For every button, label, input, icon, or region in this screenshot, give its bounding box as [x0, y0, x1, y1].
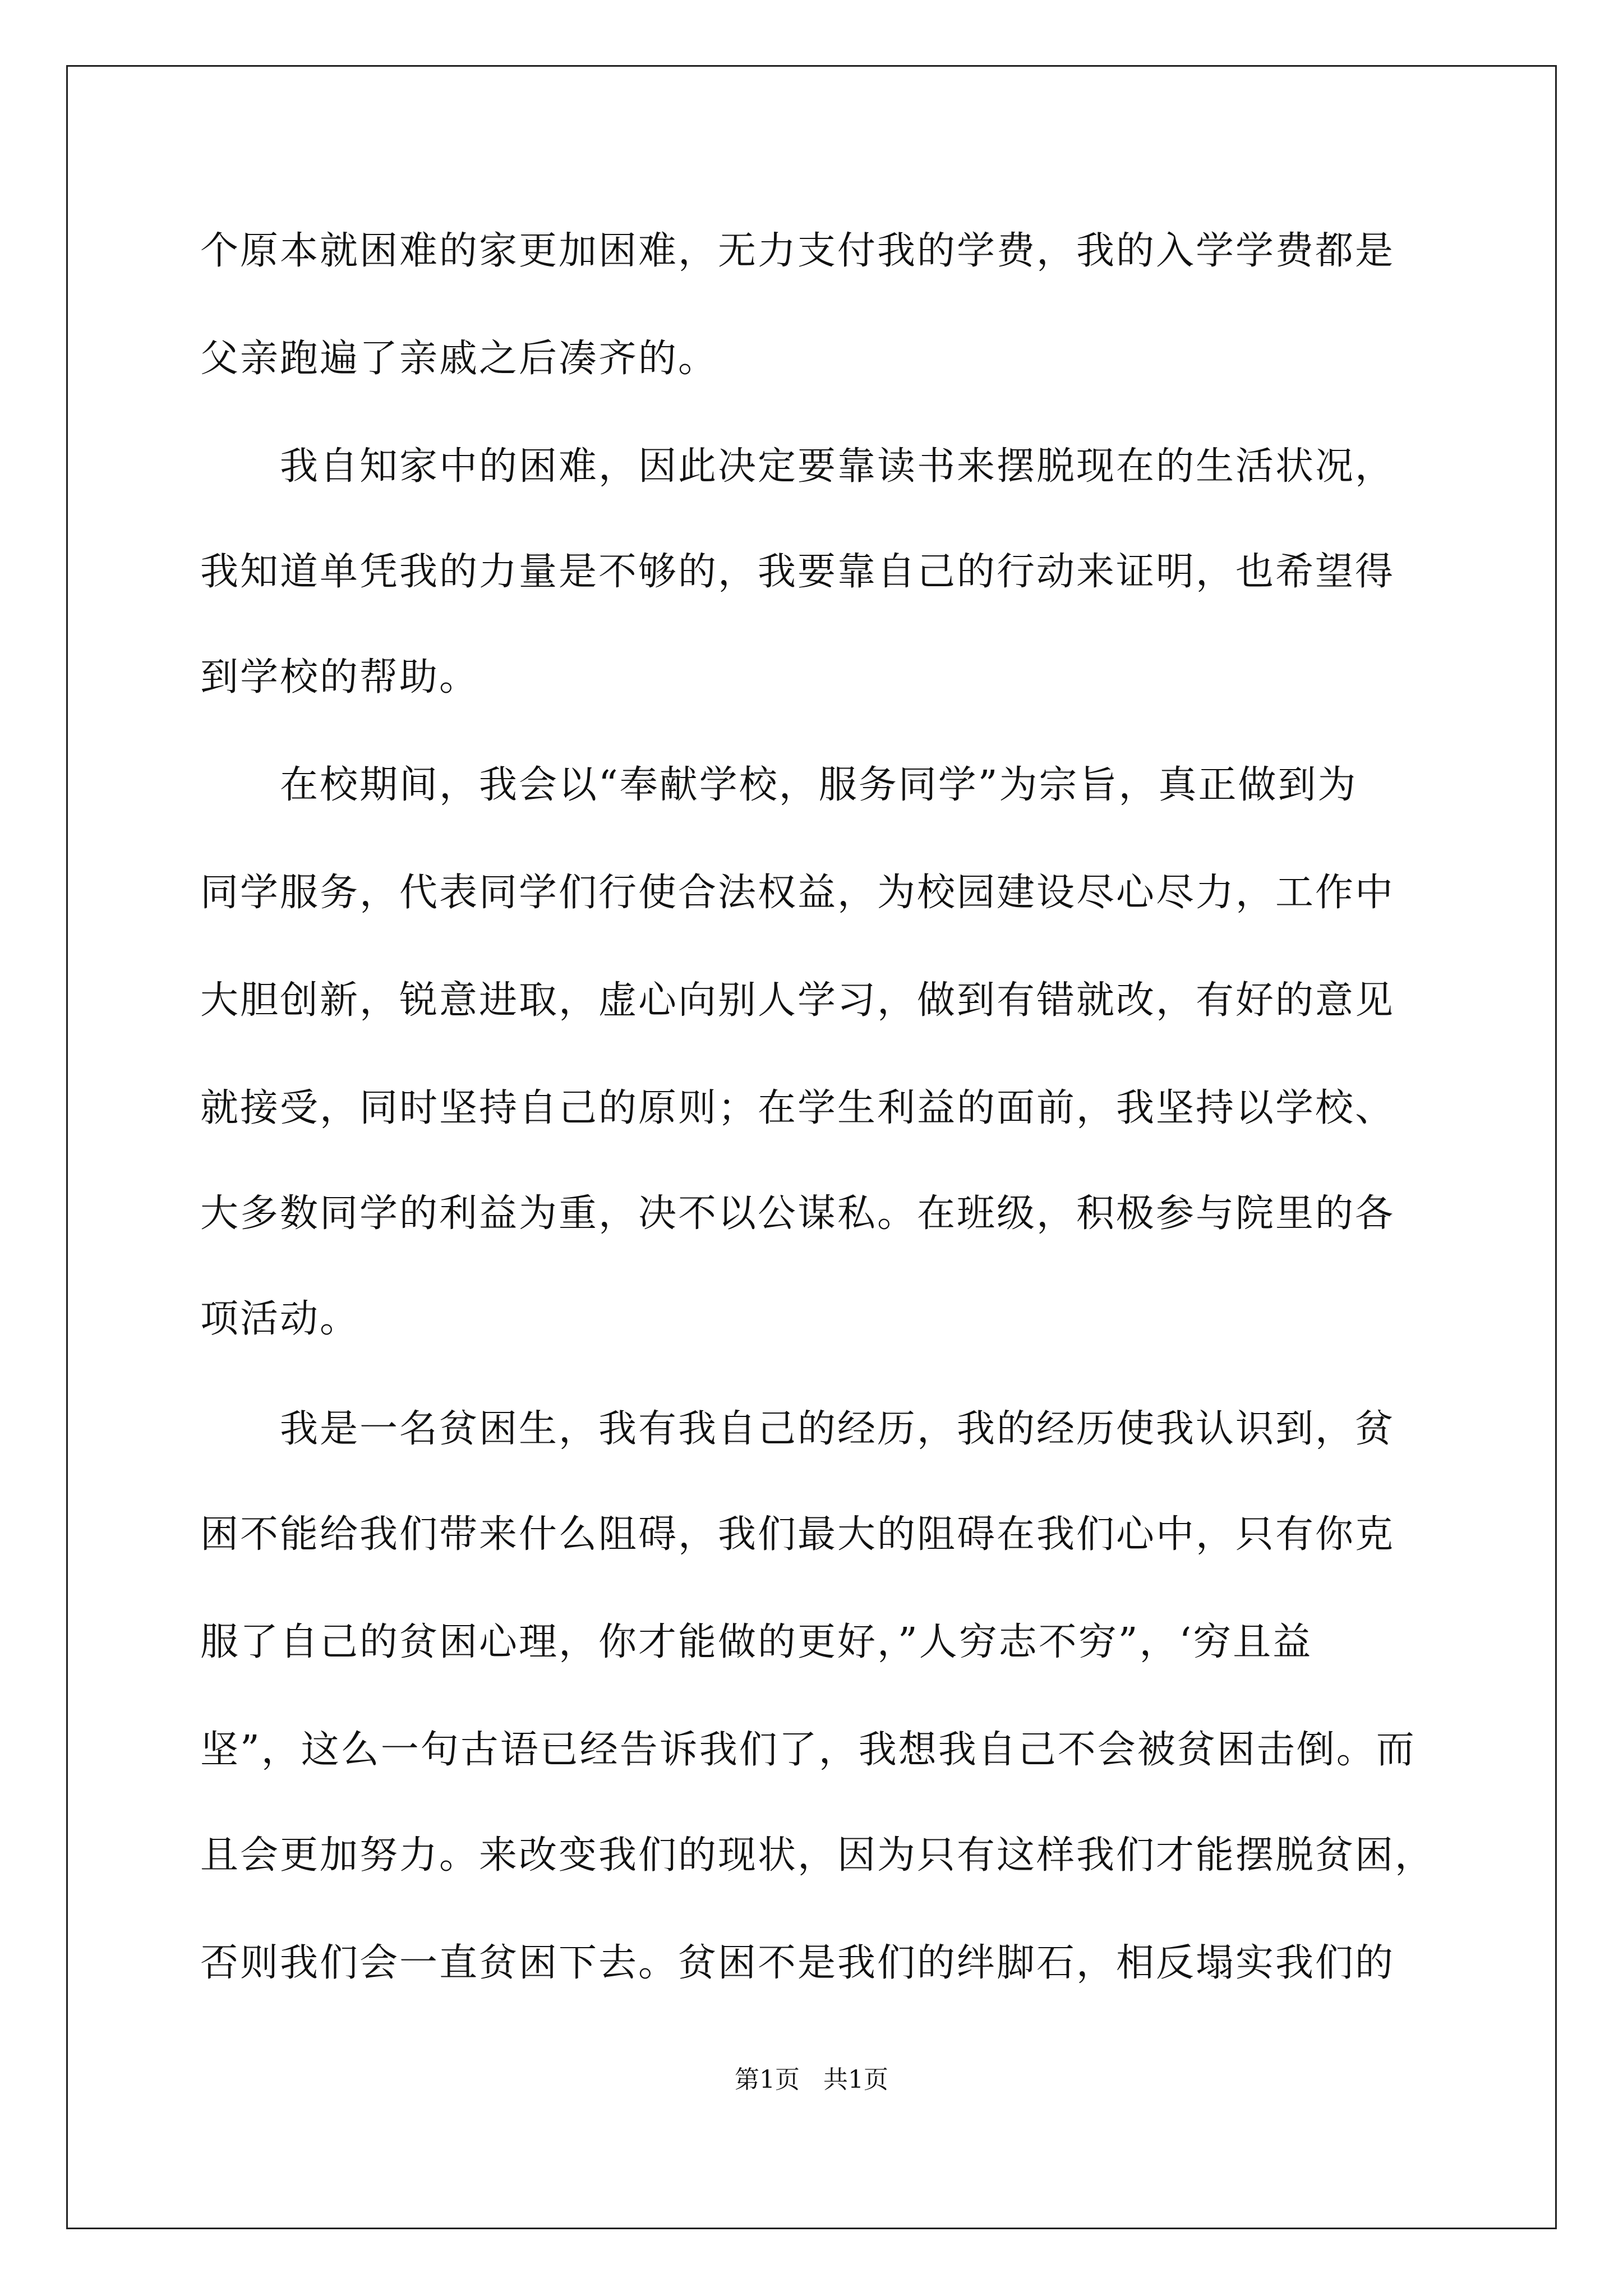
text-line-3: 我自知家中的困难，因此决定要靠读书来摆脱现在的生活状况， — [200, 444, 1395, 489]
text-line-1: 个原本就困难的家更加困难，无力支付我的学费，我的入学学费都是 — [200, 229, 1395, 273]
text-line-6: 在校期间，我会以“奉献学校，服务同学”为宗旨，真正做到为 — [200, 763, 1358, 807]
text-line-10: 大多数同学的利益为重，决不以公谋私。在班级，积极参与院里的各 — [200, 1191, 1395, 1236]
text-line-16: 且会更加努力。来改变我们的现状，因为只有这样我们才能摆脱贫困， — [200, 1833, 1435, 1878]
text-line-8: 大胆创新，锐意进取，虚心向别人学习，做到有错就改，有好的意见 — [200, 978, 1395, 1023]
text-line-5: 到学校的帮助。 — [200, 655, 479, 700]
text-line-15: 坚”，这么一句古语已经告诉我们了，我想我自己不会被贫困击倒。而 — [200, 1728, 1416, 1772]
page-number-footer: 第1页 共1页 — [735, 2065, 888, 2094]
text-line-12: 我是一名贫困生，我有我自己的经历，我的经历使我认识到，贫 — [200, 1407, 1395, 1451]
text-line-2: 父亲跑遍了亲戚之后凑齐的。 — [200, 337, 718, 381]
text-line-7: 同学服务，代表同学们行使合法权益，为校园建设尽心尽力，工作中 — [200, 871, 1395, 915]
text-line-11: 项活动。 — [200, 1297, 360, 1341]
text-line-13: 困不能给我们带来什么阻碍，我们最大的阻碍在我们心中，只有你克 — [200, 1512, 1395, 1557]
page-border — [66, 65, 1557, 2229]
text-line-9: 就接受，同时坚持自己的原则；在学生利益的面前，我坚持以学校、 — [200, 1086, 1395, 1130]
text-line-14: 服了自己的贫困心理，你才能做的更好，”人穷志不穷”，‘穷且益 — [200, 1620, 1313, 1664]
text-line-17: 否则我们会一直贫困下去。贫困不是我们的绊脚石，相反塌实我们的 — [200, 1941, 1395, 1985]
text-line-4: 我知道单凭我的力量是不够的，我要靠自己的行动来证明，也希望得 — [200, 550, 1395, 594]
